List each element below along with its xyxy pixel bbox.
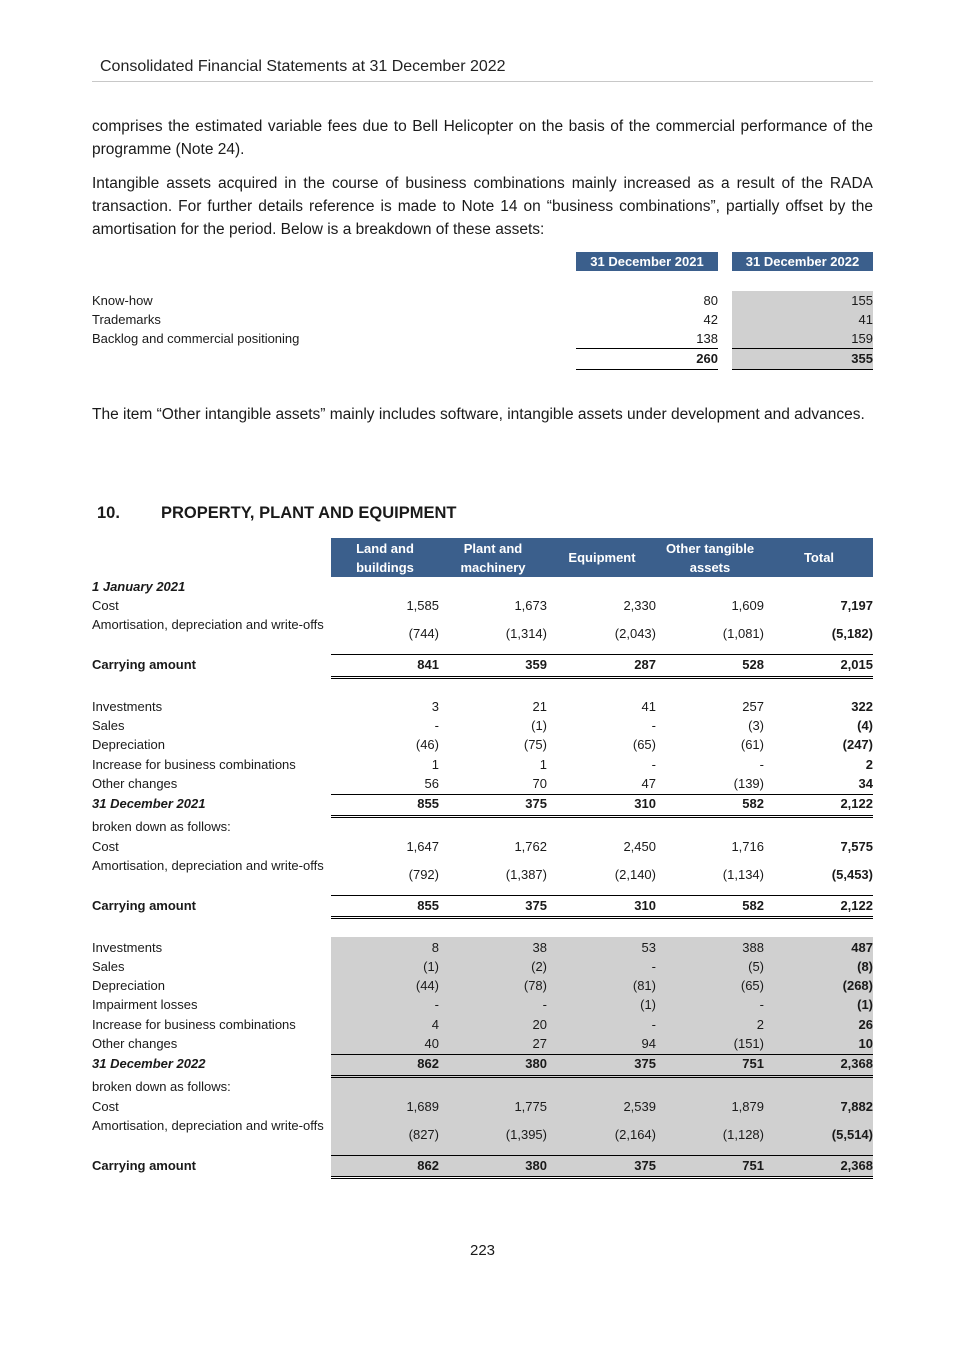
cell-value: 47 bbox=[641, 776, 656, 791]
cell-value: - bbox=[434, 718, 439, 733]
cell-value: 310 bbox=[634, 796, 656, 811]
cell-value: - bbox=[434, 997, 439, 1012]
row-label: Cost bbox=[92, 598, 119, 613]
cell-value: (744) bbox=[408, 626, 439, 641]
row-label: Impairment losses bbox=[92, 997, 198, 1012]
cell-value bbox=[656, 1077, 764, 1096]
cell-value: 1,762 bbox=[514, 839, 547, 854]
cell-value: 40 bbox=[424, 1036, 439, 1051]
cell-value: 375 bbox=[525, 898, 547, 913]
cell-value: (827) bbox=[408, 1127, 439, 1142]
cell-value: (65) bbox=[740, 978, 764, 993]
total-rule bbox=[331, 794, 873, 795]
cell-value: 1,775 bbox=[514, 1099, 547, 1114]
cell-value: 3 bbox=[431, 699, 439, 714]
cell-value: 287 bbox=[634, 657, 656, 672]
cell-value: 2 bbox=[865, 757, 873, 772]
cell-value: 359 bbox=[525, 657, 547, 672]
row-label: broken down as follows: bbox=[92, 819, 231, 834]
cell-value: 855 bbox=[417, 898, 439, 913]
cell-value: (2) bbox=[531, 959, 547, 974]
row-label: Amortisation, depreciation and write-offs bbox=[92, 1118, 324, 1133]
total-rule-2022 bbox=[732, 369, 873, 370]
running-header: Consolidated Financial Statements at 31 December 2022 bbox=[100, 58, 506, 75]
row-label: Trademarks bbox=[92, 312, 161, 327]
cell-value: 2,330 bbox=[623, 598, 656, 613]
cell-value bbox=[765, 817, 873, 836]
row-label: Investments bbox=[92, 940, 163, 955]
cell-value bbox=[439, 817, 547, 836]
total-rule bbox=[331, 895, 873, 896]
row-label: Amortisation, depreciation and write-offs bbox=[92, 617, 324, 632]
row-label: Sales bbox=[92, 959, 125, 974]
cell-value: (5,514) bbox=[831, 1127, 873, 1142]
row-label: Other changes bbox=[92, 1036, 178, 1051]
cell-value bbox=[439, 577, 547, 596]
cell-value: 375 bbox=[634, 1056, 656, 1071]
row-label: broken down as follows: bbox=[92, 1079, 231, 1094]
row-label: Cost bbox=[92, 1099, 119, 1114]
cell-value: (1) bbox=[531, 718, 547, 733]
cell-value: 38 bbox=[532, 940, 547, 955]
total-2022: 355 bbox=[851, 351, 873, 366]
cell-value: - bbox=[542, 997, 547, 1012]
row-label: 1 January 2021 bbox=[92, 579, 186, 594]
cell-value: (1,395) bbox=[505, 1127, 547, 1142]
cell-value: (46) bbox=[415, 737, 439, 752]
cell-value bbox=[331, 577, 439, 596]
cell-value: 582 bbox=[742, 898, 764, 913]
row-label: Other changes bbox=[92, 776, 178, 791]
cell-value: - bbox=[651, 1017, 656, 1032]
row-label: Cost bbox=[92, 839, 119, 854]
cell-value: 841 bbox=[417, 657, 439, 672]
cell-value: (5) bbox=[748, 959, 764, 974]
cell-value: 1,609 bbox=[731, 598, 764, 613]
row-label: Investments bbox=[92, 699, 163, 714]
section-title: PROPERTY, PLANT AND EQUIPMENT bbox=[161, 504, 457, 522]
total-rule-2021 bbox=[576, 369, 718, 370]
section-heading bbox=[97, 504, 457, 523]
double-underline bbox=[331, 1176, 873, 1179]
cell-value: (1) bbox=[423, 959, 439, 974]
cell-value: (1,387) bbox=[505, 867, 547, 882]
cell-value: (151) bbox=[733, 1036, 764, 1051]
cell-value: (5,182) bbox=[831, 626, 873, 641]
section-number: 10. bbox=[97, 504, 120, 522]
cell-value: 7,197 bbox=[840, 598, 873, 613]
cell-value: (81) bbox=[632, 978, 656, 993]
column-header-plant-machinery: Plant and machinery bbox=[439, 538, 547, 577]
cell-value: 310 bbox=[634, 898, 656, 913]
cell-value: - bbox=[651, 718, 656, 733]
cell-value: 1 bbox=[431, 757, 439, 772]
cell-value: 1,689 bbox=[406, 1099, 439, 1114]
cell-value: 10 bbox=[858, 1036, 873, 1051]
row-label: Know-how bbox=[92, 293, 153, 308]
value-2022: 155 bbox=[851, 293, 873, 308]
cell-value: (65) bbox=[632, 737, 656, 752]
row-label: Sales bbox=[92, 718, 125, 733]
row-label: Carrying amount bbox=[92, 898, 197, 913]
cell-value bbox=[656, 577, 764, 596]
cell-value: - bbox=[651, 959, 656, 974]
cell-value: 528 bbox=[742, 657, 764, 672]
cell-value bbox=[548, 577, 656, 596]
cell-value: (5,453) bbox=[831, 867, 873, 882]
cell-value: (1,128) bbox=[722, 1127, 764, 1142]
cell-value: 375 bbox=[634, 1158, 656, 1173]
value-2021: 42 bbox=[703, 312, 718, 327]
cell-value: (1,081) bbox=[722, 626, 764, 641]
cell-value: (1) bbox=[857, 997, 873, 1012]
row-label: 31 December 2022 bbox=[92, 1056, 206, 1071]
cell-value: (792) bbox=[408, 867, 439, 882]
cell-value: - bbox=[759, 997, 764, 1012]
row-label: Carrying amount bbox=[92, 1158, 197, 1173]
cell-value: 1 bbox=[539, 757, 547, 772]
cell-value: 53 bbox=[641, 940, 656, 955]
row-label: Increase for business combinations bbox=[92, 757, 296, 772]
column-header-2021: 31 December 2021 bbox=[576, 252, 718, 271]
cell-value: 2,368 bbox=[840, 1158, 873, 1173]
cell-value: 375 bbox=[525, 796, 547, 811]
cell-value: - bbox=[651, 757, 656, 772]
column-header-land-buildings: Land and buildings bbox=[331, 538, 439, 577]
cell-value: 8 bbox=[431, 940, 439, 955]
double-underline bbox=[331, 916, 873, 919]
cell-value: (2,043) bbox=[614, 626, 656, 641]
cell-value: 751 bbox=[742, 1158, 764, 1173]
cell-value: 27 bbox=[532, 1036, 547, 1051]
row-label: Backlog and commercial positioning bbox=[92, 331, 300, 346]
double-underline bbox=[331, 676, 873, 679]
cell-value: 862 bbox=[417, 1056, 439, 1071]
cell-value: 2,368 bbox=[840, 1056, 873, 1071]
cell-value: (8) bbox=[857, 959, 873, 974]
header-divider bbox=[92, 81, 873, 82]
cell-value: (1) bbox=[640, 997, 656, 1012]
cell-value: 4 bbox=[431, 1017, 439, 1032]
total-rule bbox=[331, 654, 873, 655]
paragraph-other-intangibles: The item “Other intangible assets” mainly includes software, intangible assets under development and advances. bbox=[92, 406, 865, 423]
total-rule bbox=[331, 1155, 873, 1156]
cell-value: (78) bbox=[523, 978, 547, 993]
cell-value bbox=[439, 1077, 547, 1096]
cell-value: 34 bbox=[858, 776, 873, 791]
cell-value: (61) bbox=[740, 737, 764, 752]
cell-value: (3) bbox=[748, 718, 764, 733]
cell-value: 56 bbox=[424, 776, 439, 791]
cell-value: 487 bbox=[851, 940, 873, 955]
cell-value bbox=[331, 1077, 439, 1096]
cell-value: 751 bbox=[742, 1056, 764, 1071]
cell-value bbox=[331, 817, 439, 836]
cell-value: 41 bbox=[641, 699, 656, 714]
cell-value: 862 bbox=[417, 1158, 439, 1173]
cell-value: (1,314) bbox=[505, 626, 547, 641]
cell-value: (247) bbox=[842, 737, 873, 752]
row-label: Carrying amount bbox=[92, 657, 197, 672]
cell-value: 855 bbox=[417, 796, 439, 811]
cell-value: - bbox=[759, 757, 764, 772]
cell-value: 1,673 bbox=[514, 598, 547, 613]
cell-value: (1,134) bbox=[722, 867, 764, 882]
row-label: Amortisation, depreciation and write-offs bbox=[92, 858, 324, 873]
cell-value: 2,122 bbox=[840, 898, 873, 913]
cell-value bbox=[765, 1077, 873, 1096]
cell-value: 2,450 bbox=[623, 839, 656, 854]
column-header-other-tangible: Other tangible assets bbox=[656, 538, 764, 577]
value-2022: 41 bbox=[858, 312, 873, 327]
cell-value: 380 bbox=[525, 1158, 547, 1173]
cell-value: 388 bbox=[742, 940, 764, 955]
cell-value: 322 bbox=[851, 699, 873, 714]
cell-value: 94 bbox=[641, 1036, 656, 1051]
cell-value: 21 bbox=[532, 699, 547, 714]
cell-value: (4) bbox=[857, 718, 873, 733]
page-number: 223 bbox=[469, 1242, 496, 1259]
cell-value: 257 bbox=[742, 699, 764, 714]
paragraph-business-combinations: Intangible assets acquired in the course of business combinations mainly increased as a result of the RADA transaction. For further details reference is made to Note 14 on “business combinations”, partially offset by the amortisation for the period. Below is a breakdown of these assets: bbox=[92, 175, 873, 238]
cell-value: (2,164) bbox=[614, 1127, 656, 1142]
cell-value: 1,716 bbox=[731, 839, 764, 854]
row-label: Depreciation bbox=[92, 737, 165, 752]
cell-value: 2,122 bbox=[840, 796, 873, 811]
cell-value: 2,539 bbox=[623, 1099, 656, 1114]
paragraph-variable-fees: comprises the estimated variable fees due to Bell Helicopter on the basis of the commercial performance of the programme (Note 24). bbox=[92, 118, 873, 158]
cell-value: 2,015 bbox=[840, 657, 873, 672]
value-2021: 138 bbox=[696, 331, 718, 346]
cell-value: (75) bbox=[523, 737, 547, 752]
row-label: 31 December 2021 bbox=[92, 796, 206, 811]
cell-value: 7,882 bbox=[840, 1099, 873, 1114]
cell-value bbox=[548, 1077, 656, 1096]
cell-value: 20 bbox=[532, 1017, 547, 1032]
cell-value: 2 bbox=[756, 1017, 764, 1032]
row-label: Depreciation bbox=[92, 978, 165, 993]
cell-value: 7,575 bbox=[840, 839, 873, 854]
cell-value: 26 bbox=[858, 1017, 873, 1032]
column-header-2022: 31 December 2022 bbox=[732, 252, 873, 271]
total-rule bbox=[331, 1054, 873, 1055]
column-header-total: Total bbox=[765, 538, 873, 577]
value-2022: 159 bbox=[851, 331, 873, 346]
cell-value: 380 bbox=[525, 1056, 547, 1071]
cell-value: 1,879 bbox=[731, 1099, 764, 1114]
cell-value: (44) bbox=[415, 978, 439, 993]
cell-value bbox=[548, 817, 656, 836]
double-underline bbox=[331, 1075, 873, 1078]
cell-value: 1,585 bbox=[406, 598, 439, 613]
total-2021: 260 bbox=[696, 351, 718, 366]
column-header-equipment: Equipment bbox=[548, 538, 656, 577]
cell-value: (2,140) bbox=[614, 867, 656, 882]
cell-value: 582 bbox=[742, 796, 764, 811]
cell-value: 1,647 bbox=[406, 839, 439, 854]
cell-value: (139) bbox=[733, 776, 764, 791]
row-label: Increase for business combinations bbox=[92, 1017, 296, 1032]
cell-value bbox=[765, 577, 873, 596]
double-underline bbox=[331, 815, 873, 818]
cell-value bbox=[656, 817, 764, 836]
value-2021: 80 bbox=[703, 293, 718, 308]
cell-value: (268) bbox=[842, 978, 873, 993]
cell-value: 70 bbox=[532, 776, 547, 791]
